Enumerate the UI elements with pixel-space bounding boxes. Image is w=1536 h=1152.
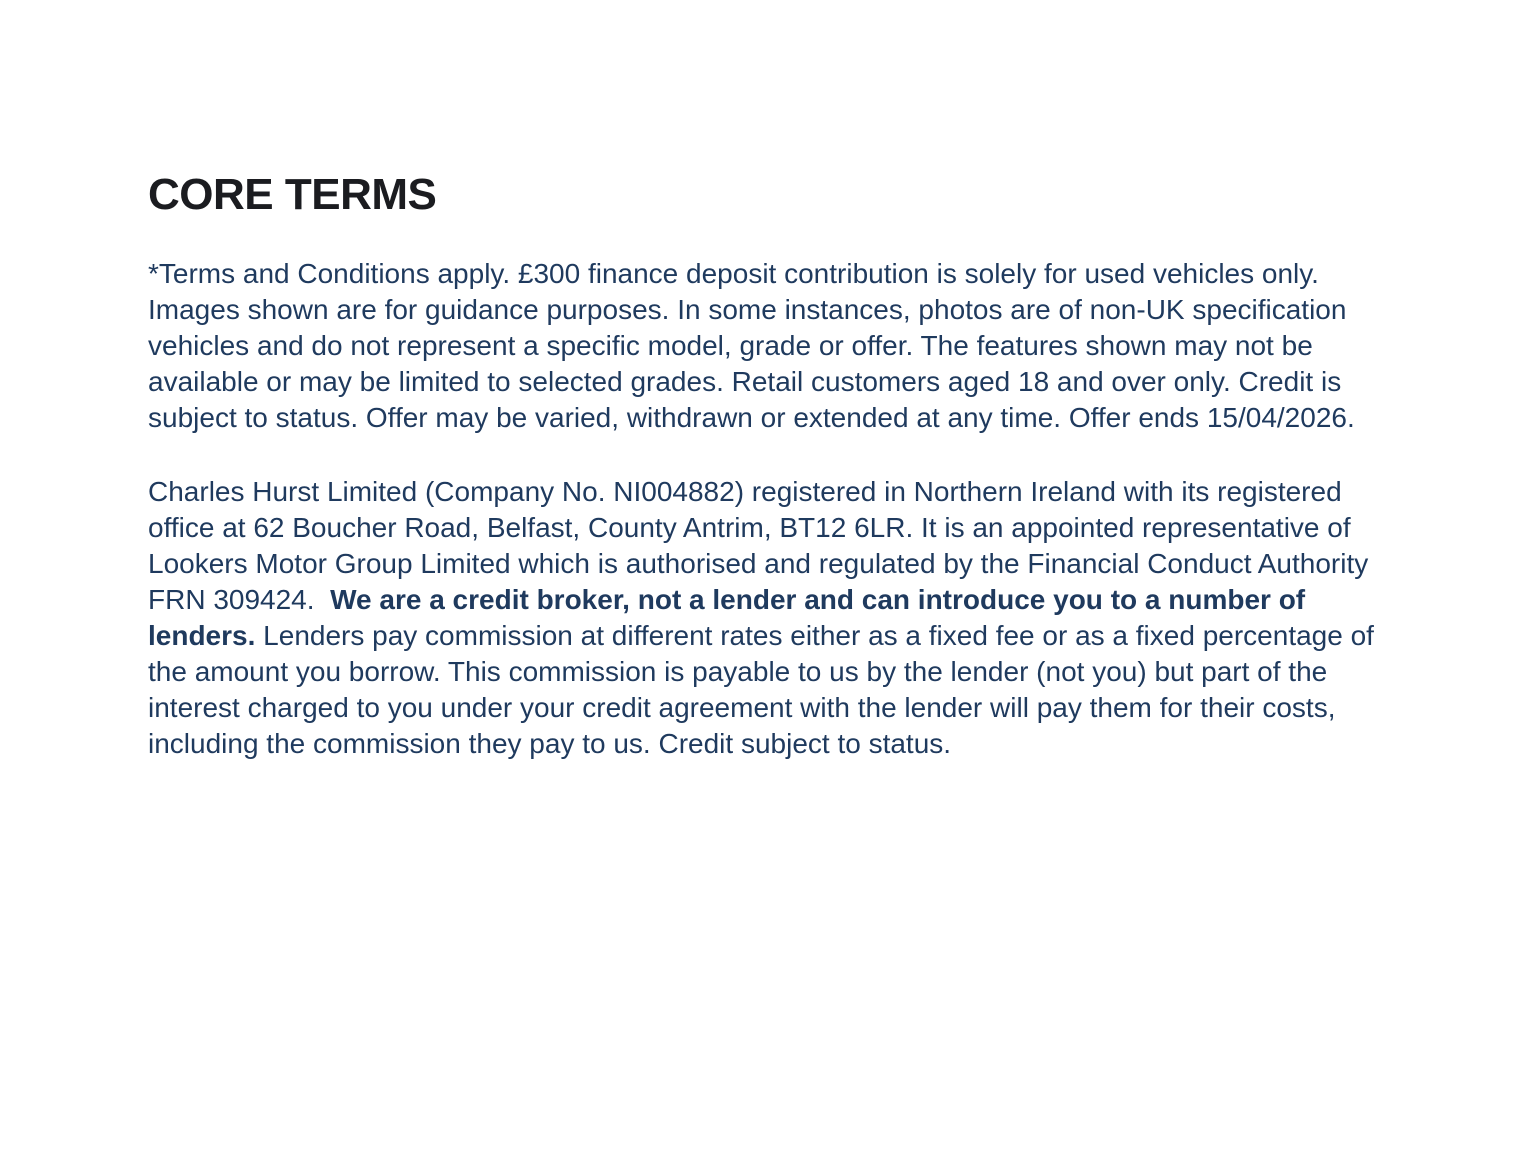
page-title: CORE TERMS: [148, 170, 437, 219]
credit-broker-statement: We are a credit broker, not a lender and can introduce you to a number of lenders.: [148, 584, 1313, 652]
terms-paragraph-conditions: *Terms and Conditions apply. £300 finance deposit contribution is solely for used vehicles only. Images shown are for guidance purposes. In some instances, photos are of non-UK specification vehicles and do not represent a specific model, grade or offer. The features shown may not be available or may be limited to selected grades. Retail customers aged 18 and over only. Credit is subject to status. Offer may be varied, withdrawn or extended at any time. Offer ends 15/04/2026.: [148, 258, 1355, 434]
commission-disclosure-text: Lenders pay commission at different rates either as a fixed fee or as a fixed percentage of the amount you borrow. This commission is payable to us by the lender (not you) but part of the interest charged to you under your credit agreement with the lender will pay them for their costs, including the commission they pay to us. Credit subject to status.: [148, 620, 1382, 760]
terms-paragraph-company: [148, 474, 1390, 762]
company-registration-text: Charles Hurst Limited (Company No. NI004882) registered in Northern Ireland with its registered office at 62 Boucher Road, Belfast, County Antrim, BT12 6LR. It is an appointed representative of Lookers Motor Group Limited which is authorised and regulated by the Financial Conduct Authority FRN 309424.: [148, 476, 1377, 616]
